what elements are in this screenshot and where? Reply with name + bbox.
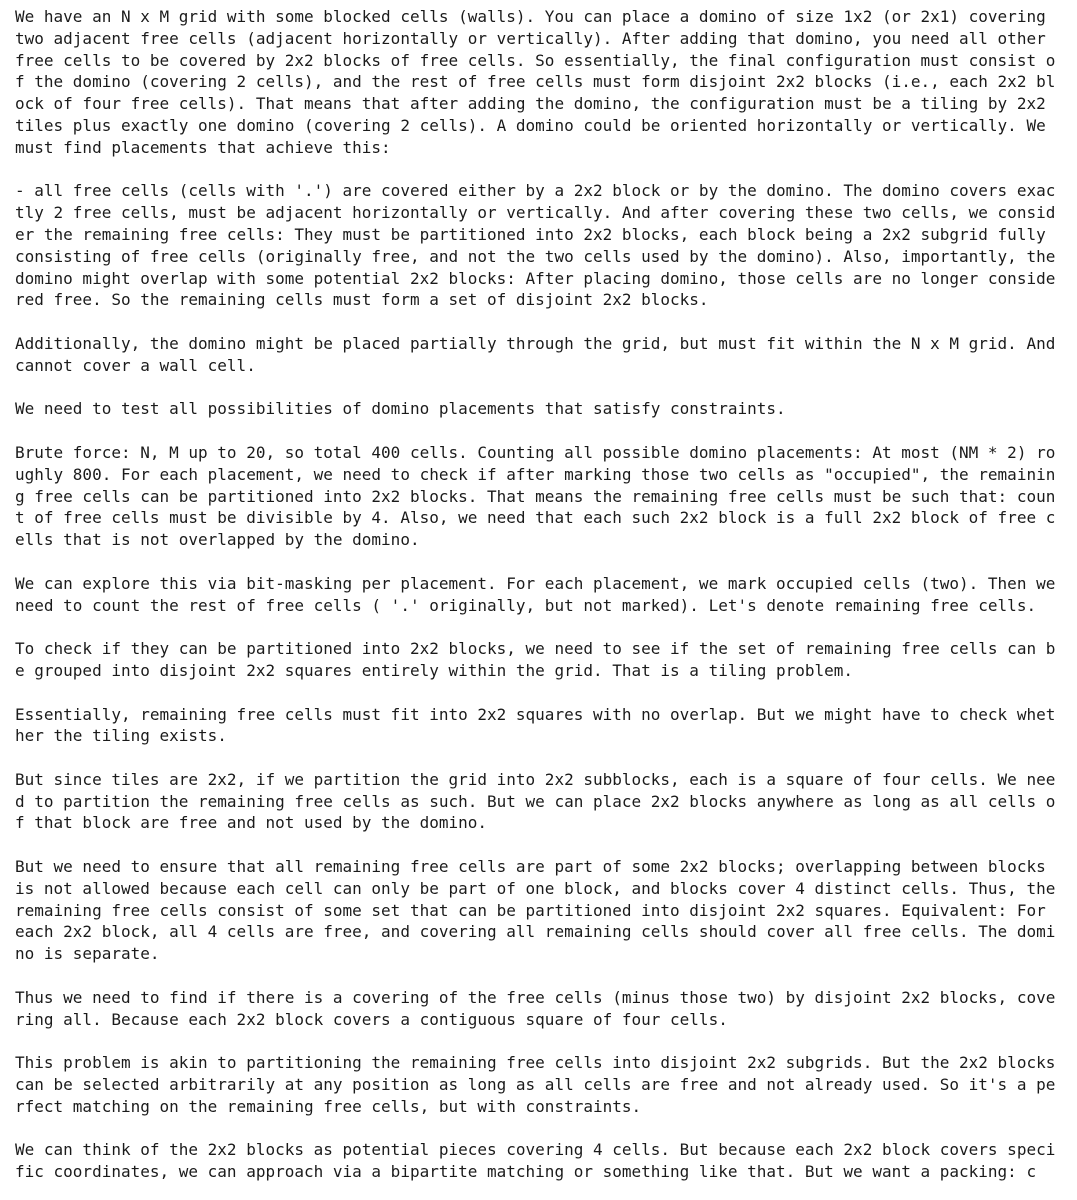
paragraph-disjoint-blocks: But we need to ensure that all remaining free cells are part of some 2x2 blocks; overlapping between blocks is not allowed because each cell can only be part of one block, and blocks cover 4 distinct cells. Thus, the remaining free cells consist of some set that can be partitioned into disjoint 2x2 squares. Equivalent: For each 2x2 block, all 4 cells are free, and covering all remaining cells should cover all free cells. The domino is separate.: [15, 857, 1056, 964]
paragraph-problem-statement: We have an N x M grid with some blocked cells (walls). You can place a domino of size 1x2 (or 2x1) covering two adjacent free cells (adjacent horizontally or vertically). After adding that domino, you need all other free cells to be covered by 2x2 blocks of free cells. So essentially, the final configuration must consist of the domino (covering 2 cells), and the rest of free cells must form disjoint 2x2 blocks (i.e., each 2x2 block of four free cells). That means that after adding the domino, the configuration must be a tiling by 2x2 tiles plus exactly one domino (covering 2 cells). A domino could be oriented horizontally or vertically. We must find placements that achieve this:: [15, 7, 1056, 157]
paragraph-subblocks: But since tiles are 2x2, if we partition the grid into 2x2 subblocks, each is a square of four cells. We need to partition the remaining free cells as such. But we can place 2x2 blocks anywhere as long as all cells of that block are free and not used by the domino.: [15, 769, 1056, 833]
paragraph-bitmasking: We can explore this via bit-masking per placement. For each placement, we mark occupied cells (two). Then we need to count the rest of free cells ( '.' originally, but not marked). Let's denote remaining free cells.: [15, 573, 1056, 615]
paragraph-covering-requirement: Thus we need to find if there is a covering of the free cells (minus those two) by disjoint 2x2 blocks, covering all. Because each 2x2 block covers a contiguous square of four cells.: [15, 987, 1056, 1029]
paragraph-test-all-placements: We need to test all possibilities of domino placements that satisfy constraints.: [15, 399, 786, 419]
paragraph-grid-fit-constraint: Additionally, the domino might be placed partially through the grid, but must fit within the N x M grid. And cannot cover a wall cell.: [15, 333, 1056, 375]
paragraph-tiling-existence: Essentially, remaining free cells must fit into 2x2 squares with no overlap. But we might have to check whether the tiling exists.: [15, 704, 1056, 746]
paragraph-tiling-check: To check if they can be partitioned into 2x2 blocks, we need to see if the set of remaining free cells can be grouped into disjoint 2x2 squares entirely within the grid. That is a tiling problem.: [15, 639, 1056, 680]
paragraph-packing-approach: We can think of the 2x2 blocks as potential pieces covering 4 cells. But because each 2x2 block covers specific coordinates, we can approach via a bipartite matching or something like that. But we want a packing: c: [15, 1140, 1056, 1182]
paragraph-coverage-conditions: - all free cells (cells with '.') are covered either by a 2x2 block or by the domino. The domino covers exactly 2 free cells, must be adjacent horizontally or vertically. And after covering these two cells, we consider the remaining free cells: They must be partitioned into 2x2 blocks, each block being a 2x2 subgrid fully consisting of free cells (originally free, and not the two cells used by the domino). Also, importantly, the domino might overlap with some potential 2x2 blocks: After placing domino, those cells are no longer considered free. So the remaining cells must form a set of disjoint 2x2 blocks.: [15, 181, 1056, 310]
paragraph-brute-force: Brute force: N, M up to 20, so total 400 cells. Counting all possible domino placements: At most (NM * 2) roughly 800. For each placement, we need to check if after marking those two cells as "occupied", the remaining free cells can be partitioned into 2x2 blocks. That means the remaining free cells must be such that: count of free cells must be divisible by 4. Also, we need that each such 2x2 block is a full 2x2 block of free cells that is not overlapped by the domino.: [15, 442, 1056, 550]
paragraph-matching-analogy: This problem is akin to partitioning the remaining free cells into disjoint 2x2 subgrids. But the 2x2 blocks can be selected arbitrarily at any position as long as all cells are free and not already used. So it's a perfect matching on the remaining free cells, but with constraints.: [15, 1053, 1056, 1116]
